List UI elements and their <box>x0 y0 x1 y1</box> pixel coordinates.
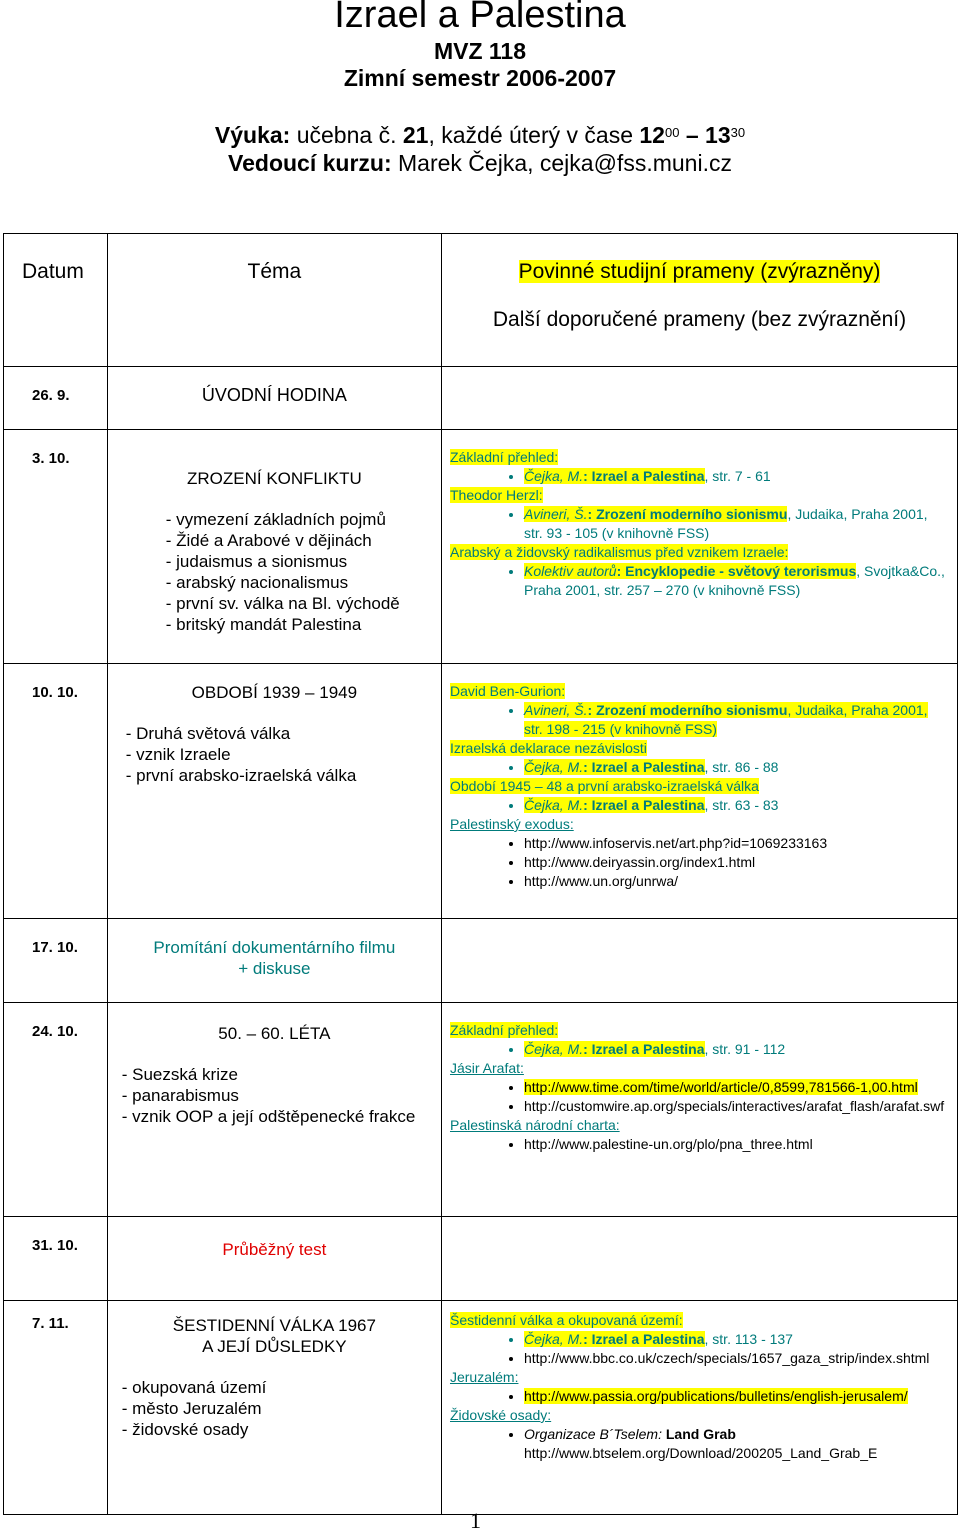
link-text[interactable]: http://www.btselem.org/Download/200205_Land_Grab_E <box>523 1445 878 1461</box>
table-row <box>4 367 958 430</box>
row-topic-title: ZROZENÍ KONFLIKTU <box>187 469 362 488</box>
page-title: Izrael a Palestina <box>334 0 626 36</box>
source-heading: Theodor Herzl: <box>449 487 543 503</box>
col-topic-label: Téma <box>247 260 302 283</box>
topic-item: - židovské osady <box>121 1420 249 1439</box>
topic-item: - Druhá světová válka <box>125 724 291 743</box>
row-date: 31. 10. <box>32 1237 78 1254</box>
row-date: 10. 10. <box>32 684 78 701</box>
topic-item: - první sv. válka na Bl. východě <box>165 594 400 613</box>
semester: Zimní semestr 2006-2007 <box>343 65 617 91</box>
row-topic-title: ŠESTIDENNÍ VÁLKA 1967 <box>172 1316 376 1335</box>
source-heading: Palestinský exodus: <box>449 816 574 832</box>
topic-item: - město Jeruzalém <box>121 1399 262 1418</box>
time-start-min: 00 <box>664 125 680 140</box>
source-heading: Základní přehled: <box>449 1022 559 1038</box>
row-date: 24. 10. <box>32 1023 78 1040</box>
table-row <box>4 1301 958 1515</box>
row-topic-title: OBDOBÍ 1939 – 1949 <box>191 683 358 702</box>
row-topic-list <box>108 1357 441 1440</box>
lead-label: Vedoucí kurzu: <box>228 150 392 176</box>
col-sources-header <box>441 234 957 367</box>
topic-item: - panarabismus <box>121 1086 239 1105</box>
lecturer-line <box>0 149 960 177</box>
row-topic-list <box>108 703 441 786</box>
col-topic-header <box>107 234 441 367</box>
topic-item: - Židé a Arabové v dějinách <box>165 531 372 550</box>
link-item[interactable]: • http://www.bbc.co.uk/czech/specials/1657_gaza_strip/index.shtml <box>524 1349 945 1368</box>
link-item[interactable]: • http://www.deiryassin.org/index1.html <box>524 853 945 872</box>
row-date: 3. 10. <box>32 450 70 467</box>
time-start: 12 <box>639 122 665 148</box>
row-topic-title: 50. – 60. LÉTA <box>218 1024 331 1043</box>
time-end-min: 30 <box>730 125 746 140</box>
topic-item: - vznik OOP a její odštěpenecké frakce <box>121 1107 416 1126</box>
source-heading: Období 1945 – 48 a první arabsko-izraelská válka <box>449 778 759 794</box>
source-heading: Jásir Arafat: <box>449 1060 524 1076</box>
list-item: • Čejka, M.: Izrael a Palestina, str. 91 - 112 <box>524 1040 945 1059</box>
schedule-line <box>0 121 960 149</box>
row-topic-list <box>108 1044 441 1127</box>
time-dash: – <box>679 122 706 148</box>
row-sources <box>442 430 957 614</box>
col-sources-required: Povinné studijní prameny (zvýrazněny) <box>518 260 881 283</box>
source-heading: Arabský a židovský radikalismus před vznikem Izraele: <box>449 544 789 560</box>
link-item[interactable]: • http://www.palestine-un.org/plo/pna_three.html <box>524 1135 945 1154</box>
link-item[interactable]: • http://www.infoservis.net/art.php?id=1069233163 <box>524 834 945 853</box>
vyuka-text-b: , každé úterý v čase <box>428 122 640 148</box>
topic-item: - judaismus a sionismus <box>165 552 348 571</box>
row-date: 7. 11. <box>32 1315 69 1332</box>
col-date-header <box>4 234 108 367</box>
source-heading: Základní přehled: <box>449 449 559 465</box>
list-item: • Avineri, Š.: Zrození moderního sionismu, Judaika, Praha 2001, str. 198 - 215 (v knihovně FSS) <box>524 701 945 739</box>
source-heading: Jeruzalém: <box>449 1369 519 1385</box>
list-item: • Čejka, M.: Izrael a Palestina, str. 86 - 88 <box>524 758 945 777</box>
table-row <box>4 1217 958 1301</box>
time-end: 13 <box>705 122 731 148</box>
source-heading: Izraelská deklarace nezávislosti <box>449 740 647 756</box>
table-header-row <box>4 234 958 367</box>
row-sources <box>442 1003 957 1168</box>
row-topic: ÚVODNÍ HODINA <box>201 385 347 405</box>
row-topic-subtitle: + diskuse <box>238 959 311 978</box>
lead-text: Marek Čejka, cejka@fss.muni.cz <box>391 150 732 176</box>
link-item[interactable]: • http://www.passia.org/publications/bulletins/english-jerusalem/ <box>524 1387 945 1406</box>
syllabus-table <box>3 233 958 1515</box>
source-heading: David Ben-Gurion: <box>449 683 566 699</box>
room-number: 21 <box>402 122 429 148</box>
topic-item: - arabský nacionalismus <box>165 573 349 592</box>
list-item: • Organizace B´Tselem: Land Grab http://www.btselem.org/Download/200205_Land_Grab_E <box>524 1425 945 1463</box>
link-item[interactable]: • http://www.un.org/unrwa/ <box>524 872 945 891</box>
vyuka-label: Výuka: <box>214 122 291 148</box>
row-topic-list <box>108 489 441 635</box>
table-row <box>4 919 958 1003</box>
page-number: 1 <box>470 1508 481 1533</box>
topic-item: - vznik Izraele <box>125 745 231 764</box>
link-item[interactable]: • http://www.time.com/time/world/article/0,8599,781566-1,00.html <box>524 1078 945 1097</box>
topic-item: - britský mandát Palestina <box>165 615 362 634</box>
row-sources <box>442 664 957 905</box>
table-row <box>4 1003 958 1217</box>
col-sources-other: Další doporučené prameny (bez zvýraznění) <box>492 308 907 331</box>
list-item: • Kolektiv autorů: Encyklopedie - světový terorismus, Svojtka&Co., Praha 2001, str. 257 – 270 (v knihovně FSS) <box>524 562 945 600</box>
table-row <box>4 430 958 664</box>
row-topic-subtitle: A JEJÍ DŮSLEDKY <box>202 1337 347 1356</box>
vyuka-text: učebna č. <box>290 122 403 148</box>
course-code: MVZ 118 <box>433 38 527 64</box>
topic-item: - Suezská krize <box>121 1065 238 1084</box>
list-item: • Čejka, M.: Izrael a Palestina, str. 113 - 137 <box>524 1330 945 1349</box>
list-item: • Čejka, M.: Izrael a Palestina, str. 7 - 61 <box>524 467 945 486</box>
topic-item: - vymezení základních pojmů <box>165 510 386 529</box>
table-row <box>4 664 958 919</box>
col-date-label: Datum <box>22 260 84 283</box>
row-topic: Průběžný test <box>222 1240 327 1259</box>
source-heading: Židovské osady: <box>449 1407 552 1423</box>
topic-item: - okupovaná území <box>121 1378 267 1397</box>
row-sources <box>442 1301 957 1463</box>
topic-item: - první arabsko-izraelská válka <box>125 766 357 785</box>
row-date: 17. 10. <box>32 939 78 956</box>
row-topic-title: Promítání dokumentárního filmu <box>153 938 396 957</box>
source-heading: Palestinská národní charta: <box>449 1117 620 1133</box>
list-item: • Avineri, Š.: Zrození moderního sionismu, Judaika, Praha 2001, str. 93 - 105 (v knihovně FSS) <box>524 505 945 543</box>
row-date: 26. 9. <box>32 387 70 404</box>
list-item: • Čejka, M.: Izrael a Palestina, str. 63 - 83 <box>524 796 945 815</box>
link-item[interactable]: • http://customwire.ap.org/specials/interactives/arafat_flash/arafat.swf <box>524 1097 945 1116</box>
source-heading: Šestidenní válka a okupovaná území: <box>449 1312 683 1328</box>
